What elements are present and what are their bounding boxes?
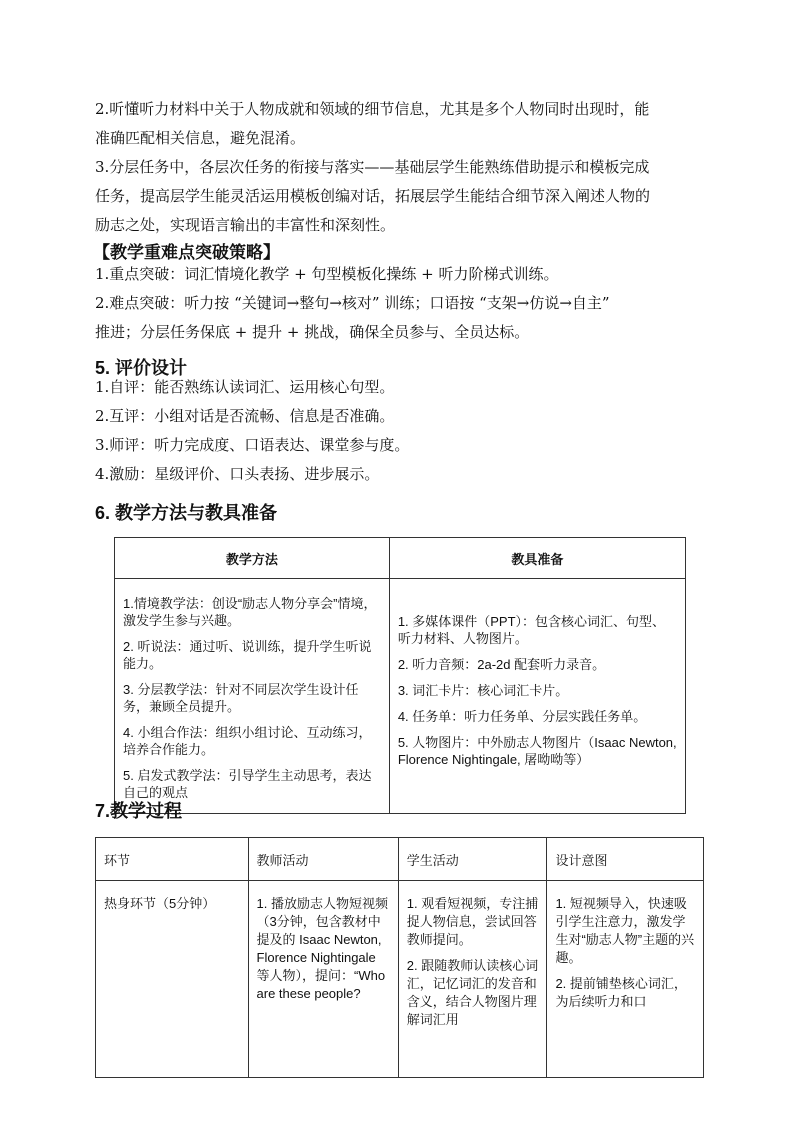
tools-column-header: 教具准备 xyxy=(389,538,685,579)
evaluation-item-1: 1.自评：能否熟练认读词汇、运用核心句型。 xyxy=(95,378,395,396)
process-header-stage: 环节 xyxy=(96,838,249,881)
strategy-line-2: 2.难点突破：听力按 “关键词→整句→核对” 训练；口语按 “支架→仿说→自主” xyxy=(95,294,610,312)
method-item: 1.情境教学法：创设“励志人物分享会”情境，激发学生参与兴趣。 xyxy=(123,596,377,628)
tool-item: 1. 多媒体课件（PPT）：包含核心词汇、句型、听力材料、人物图片。 xyxy=(397,614,666,646)
difficulty-item-3-line-1: 3.分层任务中，各层次任务的衔接与落实——基础层学生能熟练借助提示和模板完成 xyxy=(95,158,650,176)
table-row xyxy=(96,881,704,1078)
evaluation-item-3: 3.师评：听力完成度、口语表达、课堂参与度。 xyxy=(95,436,410,454)
difficulty-item-2-line-2: 准确匹配相关信息，避免混淆。 xyxy=(95,129,306,147)
stage-cell xyxy=(96,881,249,1078)
strategy-heading: 【教学重难点突破策略】 xyxy=(93,243,280,263)
method-item: 4. 小组合作法：组织小组讨论、互动练习，培养合作能力。 xyxy=(123,725,372,757)
intent-cell xyxy=(547,881,704,1078)
stage-label: 热身环节（5分钟） xyxy=(104,896,216,911)
student-cell xyxy=(398,881,547,1078)
tool-item: 2. 听力音频：2a-2d 配套听力录音。 xyxy=(397,657,606,672)
student-activity: 2. 跟随教师认读核心词汇，记忆词汇的发音和含义，结合人物图片理解词汇用 xyxy=(406,958,539,1027)
teacher-activity: 1. 播放励志人物短视频（3分钟，包含教材中提及的 Isaac Newton, Florence Nightingale 等人物），提问：“Who are these people? xyxy=(256,896,388,1001)
methods-cell xyxy=(115,579,390,814)
difficulty-item-3-line-3: 励志之处，实现语言输出的丰富性和深刻性。 xyxy=(95,216,396,234)
tool-item: 5. 人物图片：中外励志人物图片（Isaac Newton, Florence Nightingale, 屠呦呦等） xyxy=(397,735,677,767)
tool-item: 4. 任务单：听力任务单、分层实践任务单。 xyxy=(397,709,647,724)
strategy-line-1: 1.重点突破：词汇情境化教学 + 句型模板化操练 + 听力阶梯式训练。 xyxy=(95,265,559,283)
strategy-line-3: 推进；分层任务保底 + 提升 + 挑战，确保全员参与、全员达标。 xyxy=(95,323,530,341)
evaluation-item-4: 4.激励：星级评价、口头表扬、进步展示。 xyxy=(95,465,380,483)
method-item: 2. 听说法：通过听、说训练，提升学生听说能力。 xyxy=(123,639,372,671)
difficulty-item-2-line-1: 2.听懂听力材料中关于人物成就和领域的细节信息，尤其是多个人物同时出现时，能 xyxy=(95,100,650,118)
process-header-teacher: 教师活动 xyxy=(248,838,398,881)
evaluation-item-2: 2.互评：小组对话是否流畅、信息是否准确。 xyxy=(95,407,395,425)
method-item: 3. 分层教学法：针对不同层次学生设计任务，兼顾全员提升。 xyxy=(123,682,359,714)
process-header-intent: 设计意图 xyxy=(547,838,704,881)
tool-item: 3. 词汇卡片：核心词汇卡片。 xyxy=(397,683,569,698)
evaluation-heading: 5. 评价设计 xyxy=(95,358,188,378)
tools-cell xyxy=(389,579,685,814)
design-intent: 2. 提前铺垫核心词汇，为后续听力和口 xyxy=(555,976,687,1009)
difficulty-item-3-line-2: 任务，提高层学生能灵活运用模板创编对话，拓展层学生能结合细节深入阐述人物的 xyxy=(95,187,651,205)
design-intent: 1. 短视频导入，快速吸引学生注意力，激发学生对“励志人物”主题的兴趣。 xyxy=(555,896,695,965)
methods-table xyxy=(114,537,686,814)
process-table xyxy=(95,837,704,1078)
student-activity: 1. 观看短视频，专注捕捉人物信息，尝试回答教师提问。 xyxy=(406,896,539,947)
process-heading: 7.教学过程 xyxy=(95,801,183,821)
process-header-student: 学生活动 xyxy=(398,838,547,881)
methods-heading: 6. 教学方法与教具准备 xyxy=(95,503,278,523)
methods-column-header: 教学方法 xyxy=(115,538,390,579)
method-item: 5. 启发式教学法：引导学生主动思考，表达自己的观点 xyxy=(123,768,372,800)
teacher-cell xyxy=(248,881,398,1078)
